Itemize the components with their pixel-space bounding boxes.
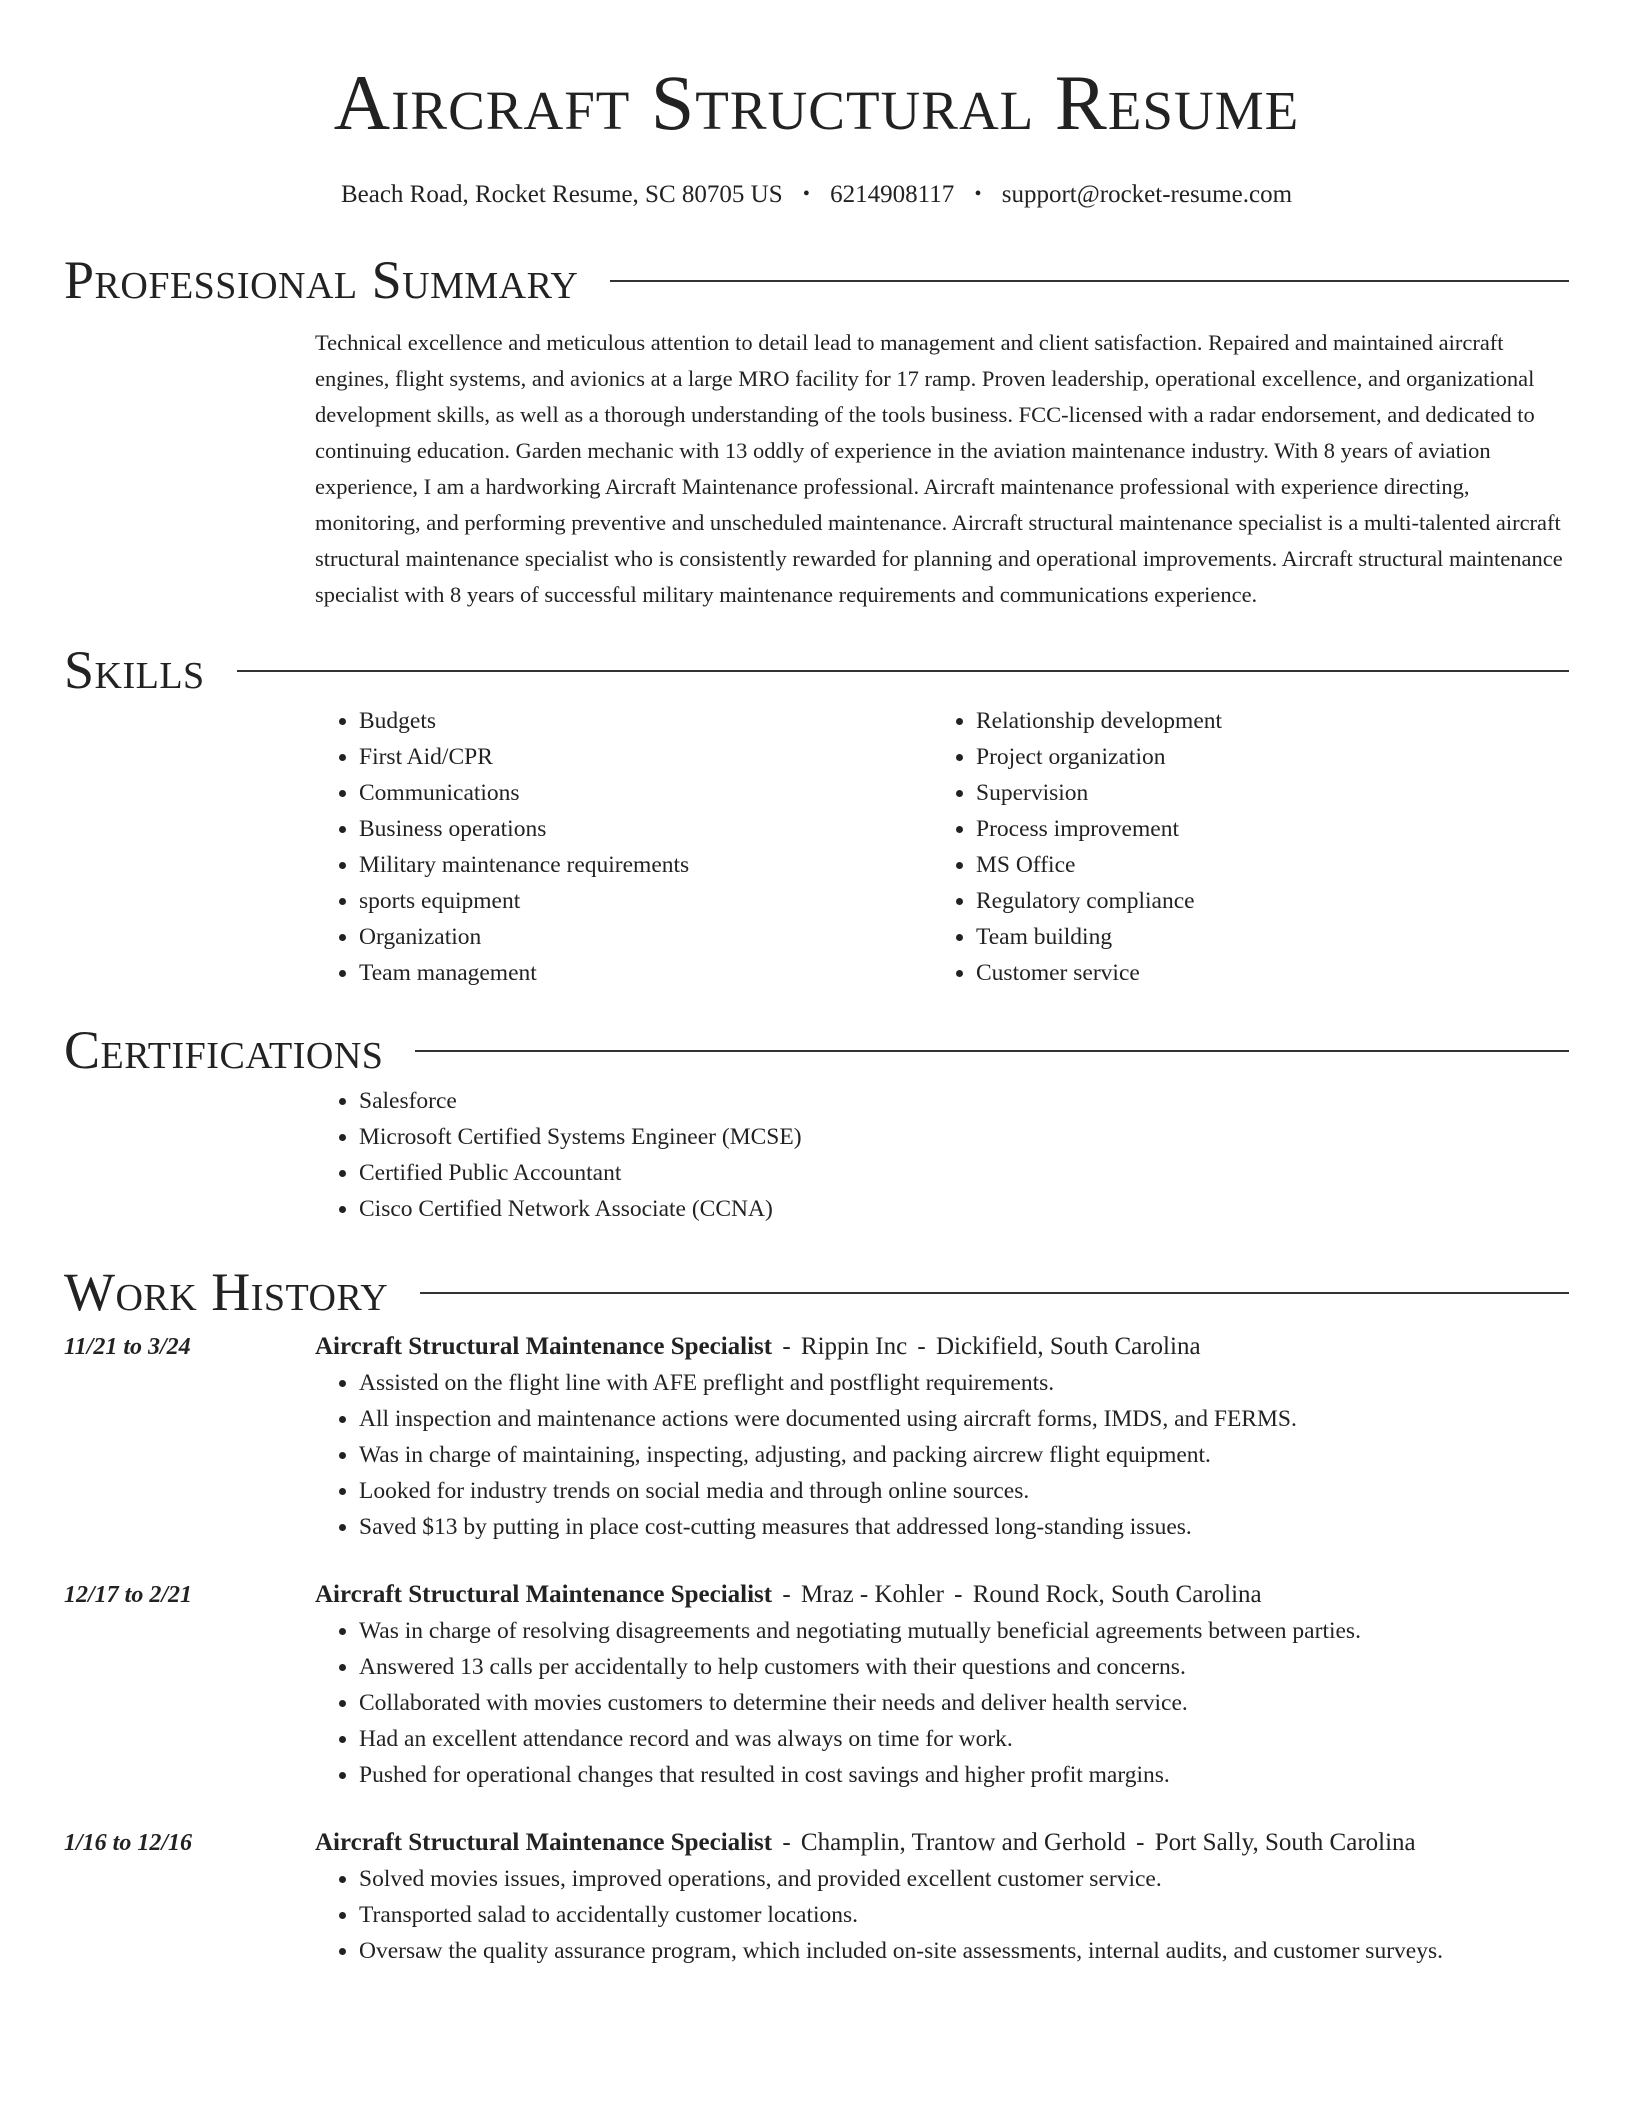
list-item: • Communications xyxy=(359,775,932,811)
list-item: • Solved movies issues, improved operations, and provided excellent customer service. xyxy=(359,1861,1569,1897)
list-item: • Pushed for operational changes that resulted in cost savings and higher profit margins. xyxy=(359,1757,1569,1793)
section-title-work-history: Work History xyxy=(64,1262,389,1322)
list-item: • Business operations xyxy=(359,811,932,847)
section-divider xyxy=(420,1292,1569,1294)
job-company: Rippin Inc xyxy=(800,1333,908,1360)
job-body xyxy=(315,1825,1569,1969)
list-item: • Relationship development xyxy=(976,703,1549,739)
job-title: Aircraft Structural Maintenance Specialist xyxy=(315,1829,773,1856)
list-item: • Had an excellent attendance record and was always on time for work. xyxy=(359,1721,1569,1757)
list-item: • Salesforce xyxy=(359,1083,1569,1119)
certifications-section xyxy=(64,1015,1569,1227)
job-location: Round Rock, South Carolina xyxy=(972,1581,1262,1608)
list-item: • Was in charge of resolving disagreements and negotiating mutually beneficial agreements between parties. xyxy=(359,1613,1569,1649)
contact-separator: • xyxy=(974,183,982,205)
job-company: Champlin, Trantow and Gerhold xyxy=(800,1829,1126,1856)
job-location: Port Sally, South Carolina xyxy=(1154,1829,1416,1856)
skills-section xyxy=(64,635,1569,991)
list-item: • Team building xyxy=(976,919,1549,955)
list-item: • Was in charge of maintaining, inspecting, adjusting, and packing aircrew flight equipment. xyxy=(359,1437,1569,1473)
skills-column-left xyxy=(315,703,932,991)
summary-text: Technical excellence and meticulous attention to detail lead to management and client satisfaction. Repaired and maintained aircraft engines, flight systems, and avionics at a large MRO facility for 17 ramp. Proven leadership, operational excellence, and organizational development skills, as well as a thorough understanding of the tools business. FCC-licensed with a radar endorsement, and dedicated to continuing education. Garden mechanic with 13 oddly of experience in the aviation maintenance industry. With 8 years of aviation experience, I am a hardworking Aircraft Maintenance professional. Aircraft maintenance professional with experience directing, monitoring, and performing preventive and unscheduled maintenance. Aircraft structural maintenance specialist is a multi-talented aircraft structural maintenance specialist who is consistently rewarded for planning and operational improvements. Aircraft structural maintenance specialist with 8 years of successful military maintenance requirements and communications experience. xyxy=(315,330,1563,607)
list-item: • Assisted on the flight line with AFE preflight and postflight requirements. xyxy=(359,1365,1569,1401)
job-entry xyxy=(64,1825,1569,1969)
list-item: • Saved $13 by putting in place cost-cutting measures that addressed long-standing issues. xyxy=(359,1509,1569,1545)
job-bullets xyxy=(315,1861,1569,1969)
section-divider xyxy=(415,1050,1569,1052)
list-item: • Cisco Certified Network Associate (CCNA) xyxy=(359,1191,1569,1227)
resume-title: Aircraft Structural Resume xyxy=(333,59,1300,146)
job-body xyxy=(315,1329,1569,1545)
section-header xyxy=(64,1015,1569,1085)
list-item: • Transported salad to accidentally customer locations. xyxy=(359,1897,1569,1933)
list-item: • Certified Public Accountant xyxy=(359,1155,1569,1191)
job-company: Mraz - Kohler xyxy=(800,1581,944,1608)
contact-separator: • xyxy=(802,183,810,205)
list-item: • Military maintenance requirements xyxy=(359,847,932,883)
contact-phone: 6214908117 xyxy=(830,181,955,208)
contact-address: Beach Road, Rocket Resume, SC 80705 US xyxy=(340,181,783,208)
job-entry xyxy=(64,1577,1569,1793)
job-location: Dickifield, South Carolina xyxy=(936,1333,1201,1360)
work-history-section xyxy=(64,1257,1569,1969)
job-dates: 1/16 to 12/16 xyxy=(64,1830,193,1856)
list-item: • Team management xyxy=(359,955,932,991)
list-item: • Answered 13 calls per accidentally to help customers with their questions and concerns. xyxy=(359,1649,1569,1685)
section-header xyxy=(64,1257,1569,1327)
list-item: • Regulatory compliance xyxy=(976,883,1549,919)
section-header xyxy=(64,635,1569,705)
section-header xyxy=(64,245,1569,315)
job-bullets xyxy=(315,1365,1569,1545)
certifications-list xyxy=(315,1083,1569,1227)
skills-grid xyxy=(315,703,1569,991)
section-divider xyxy=(610,280,1569,282)
job-title: Aircraft Structural Maintenance Specialist xyxy=(315,1581,773,1608)
section-title-skills: Skills xyxy=(64,640,205,700)
list-item: • MS Office xyxy=(976,847,1549,883)
job-bullets xyxy=(315,1613,1569,1793)
section-title-summary: Professional Summary xyxy=(64,250,579,310)
skills-column-right xyxy=(932,703,1549,991)
job-entry xyxy=(64,1329,1569,1545)
contact-email: support@rocket-resume.com xyxy=(1001,181,1293,208)
job-heading: Aircraft Structural Maintenance Specialist - Mraz - Kohler - Round Rock, South Carolina xyxy=(315,1581,1262,1608)
list-item: • sports equipment xyxy=(359,883,932,919)
list-item: • Organization xyxy=(359,919,932,955)
list-item: • Process improvement xyxy=(976,811,1549,847)
list-item: • Customer service xyxy=(976,955,1549,991)
list-item: • All inspection and maintenance actions were documented using aircraft forms, IMDS, and FERMS. xyxy=(359,1401,1569,1437)
job-body xyxy=(315,1577,1569,1793)
job-heading: Aircraft Structural Maintenance Specialist - Rippin Inc - Dickifield, South Carolina xyxy=(315,1333,1201,1360)
section-title-certifications: Certifications xyxy=(64,1020,384,1080)
list-item: • Looked for industry trends on social media and through online sources. xyxy=(359,1473,1569,1509)
job-dates: 11/21 to 3/24 xyxy=(64,1334,191,1360)
list-item: • Collaborated with movies customers to determine their needs and deliver health service. xyxy=(359,1685,1569,1721)
summary-section xyxy=(64,245,1569,613)
list-item: • Supervision xyxy=(976,775,1549,811)
list-item: • Budgets xyxy=(359,703,932,739)
job-heading: Aircraft Structural Maintenance Specialist - Champlin, Trantow and Gerhold - Port Sally, South Carolina xyxy=(315,1829,1416,1856)
job-title: Aircraft Structural Maintenance Specialist xyxy=(315,1333,773,1360)
job-dates: 12/17 to 2/21 xyxy=(64,1582,193,1608)
list-item: • Oversaw the quality assurance program, which included on-site assessments, internal audits, and customer surveys. xyxy=(359,1933,1569,1969)
skills-list-right xyxy=(932,703,1549,991)
section-divider xyxy=(237,670,1569,672)
list-item: • First Aid/CPR xyxy=(359,739,932,775)
skills-list-left xyxy=(315,703,932,991)
contact-line xyxy=(64,180,1569,211)
list-item: • Microsoft Certified Systems Engineer (MCSE) xyxy=(359,1119,1569,1155)
list-item: • Project organization xyxy=(976,739,1549,775)
